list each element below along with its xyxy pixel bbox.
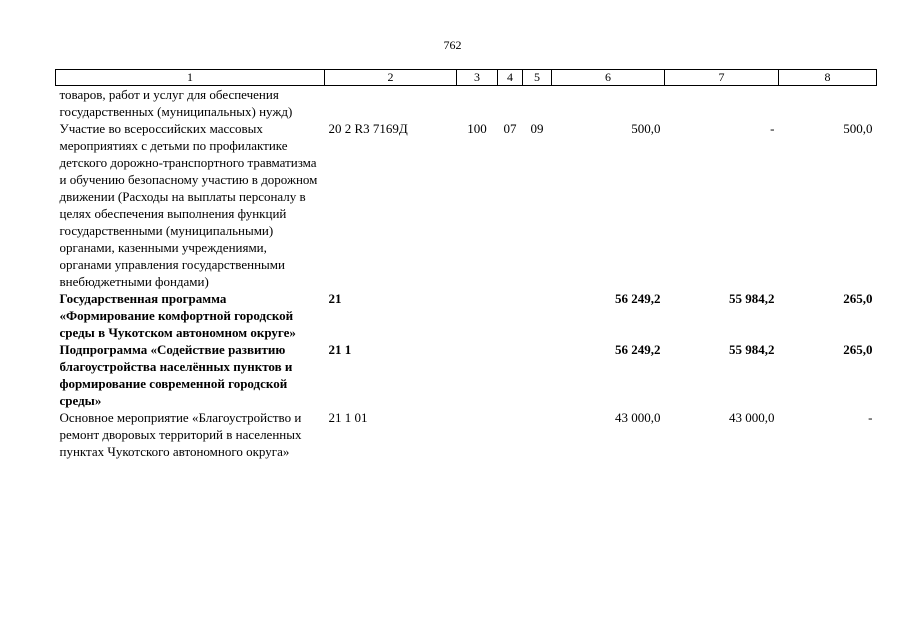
column-header-3: 3 (457, 70, 498, 86)
row-code: 21 1 (328, 342, 352, 357)
column-header-1: 1 (56, 70, 325, 86)
row-total: 43 000,0 (615, 410, 661, 425)
row-col7: 43 000,0 (729, 410, 775, 425)
row-expense-type: 100 (467, 121, 487, 136)
row-col7: - (770, 121, 775, 136)
column-header-6: 6 (552, 70, 665, 86)
row-subsection (523, 409, 552, 460)
row-section: 07 (503, 121, 517, 136)
row-code: 21 (328, 291, 342, 306)
row-col8: - (868, 410, 873, 425)
row-col8 (779, 86, 877, 121)
row-code: 21 1 01 (328, 410, 368, 425)
table-row (56, 290, 877, 341)
row-col7 (665, 86, 779, 121)
column-header-7: 7 (665, 70, 779, 86)
row-name: Участие во всероссийских массовых мероприятиях с детьми по профилактике детского дорожно-транспортного травматизма и обучению безопасному участию в дорожном движении (Расходы на выплаты персоналу в целях обеспечения выполнения функций государственными (муниципальными) органами, казенными учреждениями, органами управления государственными внебюджетными фондами) (59, 121, 318, 289)
row-section (498, 290, 523, 341)
table-row (56, 86, 877, 121)
row-total: 56 249,2 (615, 291, 661, 306)
row-expense-type (457, 86, 498, 121)
row-name: товаров, работ и услуг для обеспечения государственных (муниципальных) нужд) (59, 87, 293, 119)
row-col7: 55 984,2 (729, 291, 775, 306)
table-row (56, 120, 877, 290)
table-header (56, 70, 877, 86)
column-header-2: 2 (325, 70, 457, 86)
page-number: 762 (443, 38, 462, 52)
row-total (552, 86, 665, 121)
row-total: 500,0 (631, 121, 661, 136)
row-col8: 265,0 (843, 342, 873, 357)
row-section (498, 86, 523, 121)
row-expense-type (457, 409, 498, 460)
row-code: 20 2 R3 7169Д (328, 121, 408, 136)
row-name: Подпрограмма «Содействие развитию благоустройства населённых пунктов и формирование современной городской среды» (59, 342, 293, 408)
header-row (56, 70, 877, 86)
table-row (56, 341, 877, 409)
row-section (498, 341, 523, 409)
row-col8: 265,0 (843, 291, 873, 306)
row-name: Государственная программа «Формирование комфортной городской среды в Чукотском автономном округе» (59, 291, 296, 340)
row-subsection (523, 86, 552, 121)
budget-table (55, 69, 877, 460)
row-subsection (523, 341, 552, 409)
row-subsection (523, 290, 552, 341)
row-col8: 500,0 (843, 121, 873, 136)
column-header-5: 5 (523, 70, 552, 86)
row-code (325, 86, 457, 121)
column-header-8: 8 (779, 70, 877, 86)
row-name: Основное мероприятие «Благоустройство и ремонт дворовых территорий в населенных пунктах Чукотского автономного округа» (59, 410, 302, 459)
table-row (56, 409, 877, 460)
row-total: 56 249,2 (615, 342, 661, 357)
column-header-4: 4 (498, 70, 523, 86)
row-section (498, 409, 523, 460)
row-expense-type (457, 341, 498, 409)
row-col7: 55 984,2 (729, 342, 775, 357)
row-subsection: 09 (530, 121, 544, 136)
row-expense-type (457, 290, 498, 341)
table-body (56, 86, 877, 461)
